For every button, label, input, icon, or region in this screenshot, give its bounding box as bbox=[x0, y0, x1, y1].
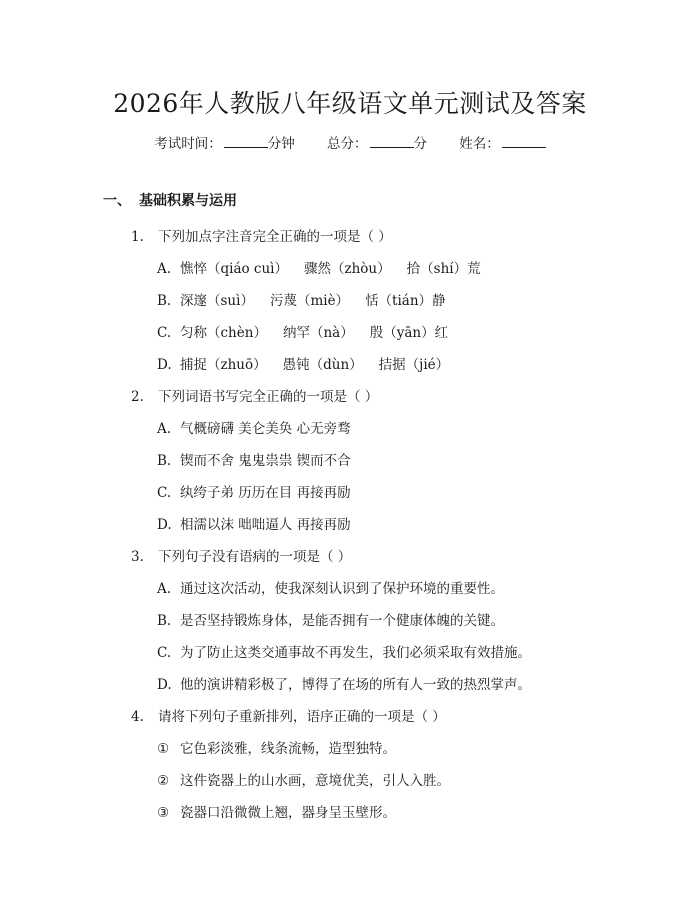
option-label: B. bbox=[157, 613, 172, 629]
answer-option bbox=[157, 353, 449, 373]
option-text: 这件瓷器上的山水画，意境优美，引人入胜。 bbox=[180, 773, 450, 789]
option-text: 相濡以沫 咄咄逼人 再接再励 bbox=[180, 517, 351, 533]
question-text: 下列句子没有语病的一项是（ ） bbox=[158, 549, 352, 565]
option-label: D. bbox=[157, 677, 172, 693]
answer-option bbox=[157, 417, 351, 437]
option-label: C. bbox=[157, 485, 172, 501]
question-text: 下列加点字注音完全正确的一项是（ ） bbox=[158, 229, 392, 245]
total-score-label: 总分： bbox=[327, 136, 368, 152]
answer-option bbox=[157, 481, 351, 501]
exam-time-blank[interactable] bbox=[224, 135, 268, 148]
option-text: 是否坚持锻炼身体，是能否拥有一个健康体魄的关键。 bbox=[180, 613, 504, 629]
option-text: 锲而不舍 鬼鬼祟祟 锲而不合 bbox=[180, 453, 351, 469]
option-text: 愚钝（dùn） bbox=[282, 357, 363, 373]
question-number: 4. bbox=[131, 709, 144, 725]
option-text: 拾（shí）荒 bbox=[406, 261, 481, 277]
option-text: 气概磅礴 美仑美奂 心无旁骛 bbox=[180, 421, 351, 437]
answer-option bbox=[157, 737, 396, 757]
option-label: C. bbox=[157, 645, 172, 661]
section-title: 基础积累与运用 bbox=[139, 193, 237, 209]
section-number: 一、 bbox=[103, 193, 131, 209]
option-label: A. bbox=[157, 421, 172, 437]
option-text: 为了防止这类交通事故不再发生，我们必须采取有效措施。 bbox=[180, 645, 531, 661]
option-text: 骤然（zhòu） bbox=[304, 261, 391, 277]
question-stem bbox=[131, 705, 446, 725]
question-stem bbox=[131, 545, 351, 565]
option-label: B. bbox=[157, 453, 172, 469]
answer-option bbox=[157, 769, 450, 789]
answer-option bbox=[157, 257, 481, 277]
option-label: C. bbox=[157, 325, 172, 341]
answer-option bbox=[157, 289, 446, 309]
question-number: 2. bbox=[131, 389, 144, 405]
option-label: ① bbox=[157, 741, 170, 757]
option-label: ③ bbox=[157, 805, 170, 821]
option-text: 它色彩淡雅，线条流畅，造型独特。 bbox=[180, 741, 396, 757]
total-score-blank[interactable] bbox=[370, 135, 414, 148]
option-text: 他的演讲精彩极了，博得了在场的所有人一致的热烈掌声。 bbox=[180, 677, 531, 693]
option-label: A. bbox=[157, 581, 172, 597]
answer-option bbox=[157, 641, 531, 661]
option-text: 憔悴（qiáo cuì） bbox=[180, 261, 288, 277]
question-text: 下列词语书写完全正确的一项是（ ） bbox=[158, 389, 379, 405]
option-text: 拮据（jié） bbox=[378, 357, 450, 373]
answer-option bbox=[157, 609, 504, 629]
option-label: A. bbox=[157, 261, 172, 277]
name-label: 姓名： bbox=[459, 136, 500, 152]
question-stem bbox=[131, 385, 378, 405]
option-label: ② bbox=[157, 773, 170, 789]
answer-option bbox=[157, 449, 351, 469]
option-text: 通过这次活动，使我深刻认识到了保护环境的重要性。 bbox=[180, 581, 504, 597]
total-score-field bbox=[327, 136, 431, 152]
option-text: 殷（yān）红 bbox=[369, 325, 449, 341]
option-text: 瓷器口沿微微上翘，器身呈玉壁形。 bbox=[180, 805, 396, 821]
answer-option bbox=[157, 577, 504, 597]
question-number: 3. bbox=[131, 549, 144, 565]
name-blank[interactable] bbox=[502, 135, 546, 148]
name-field bbox=[459, 136, 546, 152]
question-number: 1. bbox=[131, 229, 144, 245]
option-text: 深邃（suì） bbox=[180, 293, 254, 309]
answer-option bbox=[157, 801, 396, 821]
document-title: 2026年人教版八年级语文单元测试及答案 bbox=[113, 89, 587, 118]
total-score-unit: 分 bbox=[413, 136, 427, 152]
option-text: 纨绔子弟 历历在目 再接再励 bbox=[180, 485, 351, 501]
option-text: 污蔑（miè） bbox=[269, 293, 350, 309]
answer-option bbox=[157, 673, 531, 693]
section-heading bbox=[103, 190, 237, 210]
option-text: 捕捉（zhuō） bbox=[180, 357, 267, 373]
answer-option bbox=[157, 321, 448, 341]
exam-time-label: 考试时间： bbox=[154, 136, 222, 152]
option-text: 匀称（chèn） bbox=[180, 325, 267, 341]
exam-time-field bbox=[154, 136, 299, 152]
exam-info-line bbox=[0, 132, 700, 152]
exam-time-unit: 分钟 bbox=[267, 136, 295, 152]
option-label: D. bbox=[157, 517, 172, 533]
option-text: 恬（tián）静 bbox=[365, 293, 446, 309]
option-label: B. bbox=[157, 293, 172, 309]
question-text: 请将下列句子重新排列，语序正确的一项是（ ） bbox=[158, 709, 446, 725]
question-stem bbox=[131, 225, 392, 245]
answer-option bbox=[157, 513, 351, 533]
option-label: D. bbox=[157, 357, 172, 373]
option-text: 纳罕（nà） bbox=[282, 325, 354, 341]
